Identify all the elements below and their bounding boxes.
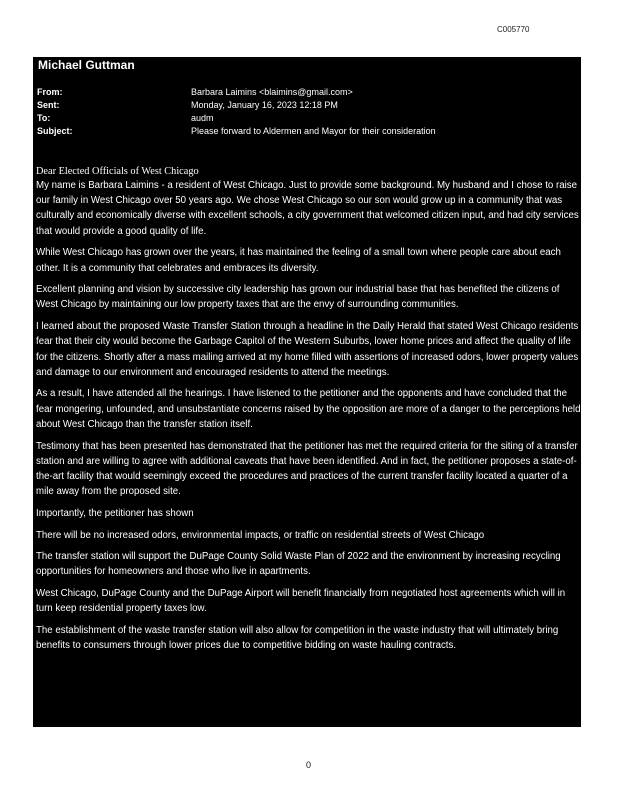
body-paragraph: As a result, I have attended all the hearings. I have listened to the petitioner and the opponents and have concluded that the fear mongering, unfounded, and unsubstantiate concerns raised by the opposition are more of a danger to the perceptions held about West Chicago than the transfer station itself. — [36, 388, 581, 430]
body-paragraph: Testimony that has been presented has demonstrated that the petitioner has met the required criteria for the siting of a transfer station and are willing to agree with additional caveats that have been identified. And in fact, the petitioner proposes a state-of-the-art facility that would seemingly exceed the procedures and practices of the current transfer facility located a quarter of a mile away from the proposed site. — [36, 440, 578, 498]
page-number: 0 — [306, 760, 312, 770]
body-paragraph: The transfer station will support the DuPage County Solid Waste Plan of 2022 and the environment by increasing recycling opportunities for homeowners and those who live in apartments. — [36, 551, 561, 578]
header-divider — [33, 76, 581, 78]
body-paragraph: West Chicago, DuPage County and the DuPage Airport will benefit financially from negotiated host agreements which will in turn keep residential property taxes low. — [36, 588, 566, 615]
to-label: To: — [37, 113, 51, 123]
body-paragraph: There will be no increased odors, environmental impacts, or traffic on residential streets of West Chicago — [36, 529, 485, 541]
subject-value: Please forward to Aldermen and Mayor for their consideration — [191, 126, 436, 136]
sender-name: Michael Guttman — [38, 58, 135, 72]
from-value: Barbara Laimins <blaimins@gmail.com> — [191, 87, 353, 97]
email-message — [33, 57, 581, 727]
body-paragraph: Importantly, the petitioner has shown — [36, 507, 194, 519]
sent-label: Sent: — [37, 100, 60, 110]
salutation: Dear Elected Officials of West Chicago — [36, 166, 199, 177]
document-id: C005770 — [497, 25, 530, 34]
body-paragraph: While West Chicago has grown over the years, it has maintained the feeling of a small town where people care about each other. It is a community that celebrates and embraces its diversity. — [36, 247, 561, 274]
from-label: From: — [37, 87, 63, 97]
subject-label: Subject: — [37, 126, 73, 136]
to-value: audm — [191, 113, 214, 123]
sent-value: Monday, January 16, 2023 12:18 PM — [191, 100, 338, 110]
body-paragraph: I learned about the proposed Waste Transfer Station through a headline in the Daily Herald that stated West Chicago residents fear that their city would become the Garbage Capitol of the Western Suburbs, lower home prices and affect the quality of life for the citizens. Shortly after a mass mailing arrived at my home filled with assertions of increased odors, lower property values and damage to our environment and encouraged residents to attend the meetings. — [36, 321, 579, 378]
email-body — [36, 165, 581, 660]
body-paragraph: My name is Barbara Laimins - a resident of West Chicago. Just to provide some background. My husband and I chose to raise our family in West Chicago over 50 years ago. We chose West Chicago so our son would grow up in a community that was culturally and economically diverse with excellent schools, a city government that welcomed citizen input, and had city services that would provide a good quality of life. — [36, 180, 579, 237]
body-paragraph: The establishment of the waste transfer station will also allow for competition in the waste industry that will ultimately bring benefits to consumers through lower prices due to competitive bidding on waste hauling contracts. — [36, 625, 559, 652]
body-paragraph: Excellent planning and vision by successive city leadership has grown our industrial base that has benefited the citizens of West Chicago by maintaining our low property taxes that are the envy of surrounding communities. — [36, 284, 560, 311]
